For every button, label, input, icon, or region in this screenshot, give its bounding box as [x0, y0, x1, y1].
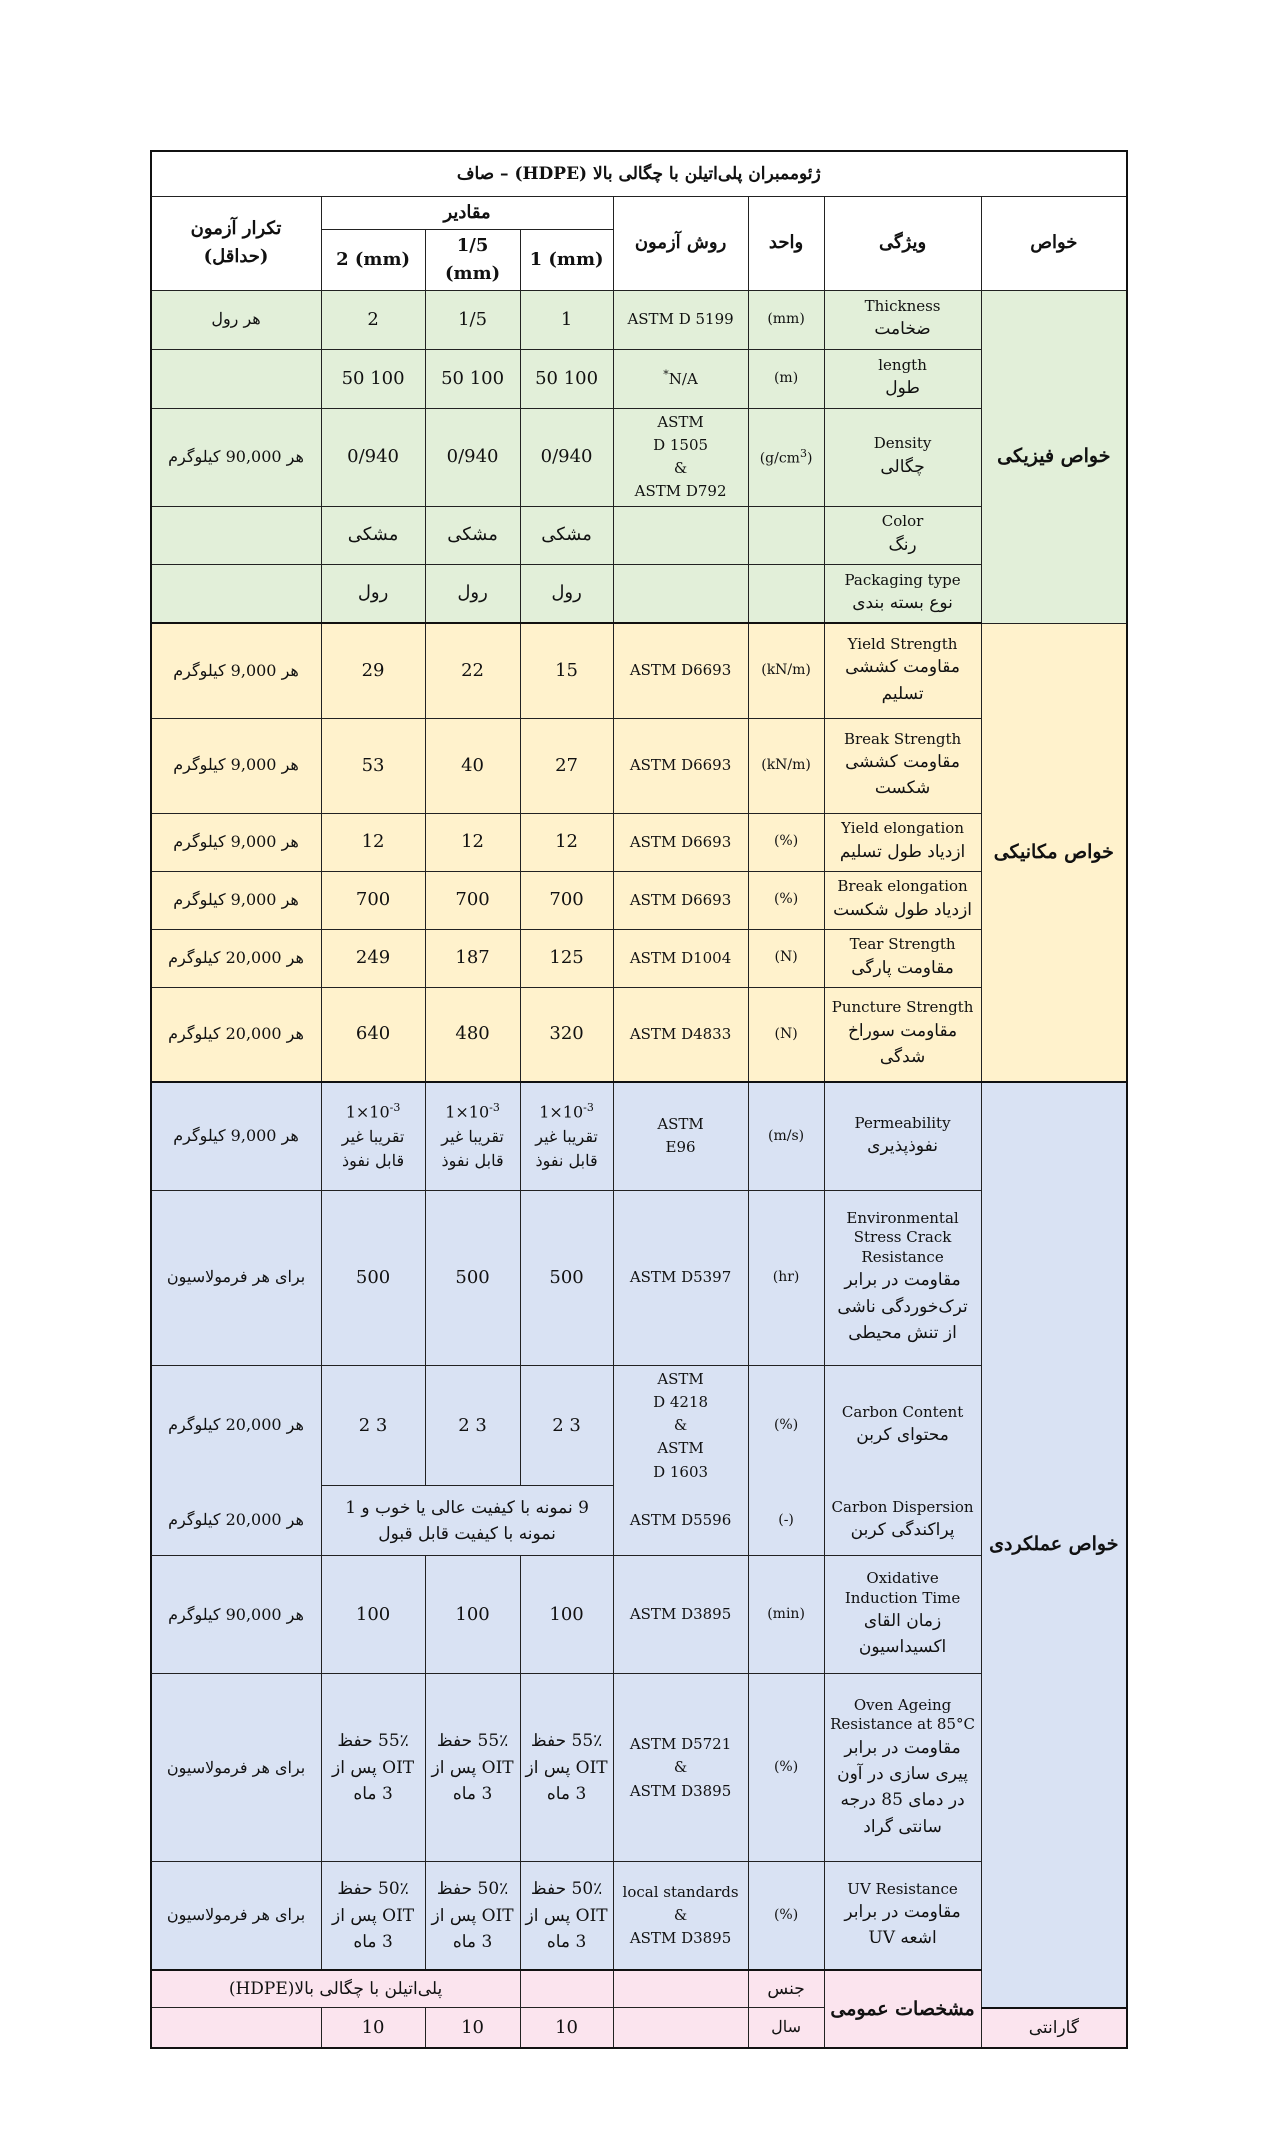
- value-cell: مشکی: [520, 506, 613, 564]
- unit-cell: [748, 408, 824, 506]
- value-cell: مشکی: [425, 506, 520, 564]
- method-cell: ASTM D5397: [613, 1190, 748, 1365]
- property-fa: ازدیاد طول تسلیم: [839, 841, 966, 862]
- value-cell: 53: [321, 718, 425, 813]
- frequency-cell: هر 9,000 کیلوگرم: [151, 871, 321, 929]
- method-line: D 1603: [653, 1462, 709, 1481]
- table-row: [151, 1190, 1127, 1365]
- method-line: local standards: [622, 1882, 739, 1901]
- property-en: Carbon Dispersion: [831, 1497, 974, 1516]
- property-en: Environmental Stress Crack Resistance: [846, 1208, 959, 1266]
- frequency-cell: هر 9,000 کیلوگرم: [151, 813, 321, 871]
- value-cell: [425, 1082, 520, 1190]
- value-text: تقریبا غیر قابل نفوذ: [535, 1126, 598, 1171]
- unit-exponent: 3: [799, 446, 807, 460]
- value-cell: 9 نمونه با کیفیت عالی یا خوب و 1 نمونه با کیفیت قابل قبول: [321, 1486, 613, 1556]
- value-cell: 50 100: [520, 349, 613, 408]
- table-row: [151, 987, 1127, 1082]
- unit-cell: (hr): [748, 1190, 824, 1365]
- value-cell: 40: [425, 718, 520, 813]
- value-base: 1×10: [445, 1101, 490, 1121]
- method-cell: [613, 1674, 748, 1862]
- property-fa: ازدیاد طول شکست: [833, 899, 973, 920]
- value-cell: 500: [520, 1190, 613, 1365]
- method-line: ASTM: [657, 1369, 704, 1388]
- table-row: [151, 871, 1127, 929]
- value-cell: رول: [425, 564, 520, 623]
- table-row: [151, 929, 1127, 987]
- header-v15: 1/5 (mm): [425, 229, 520, 290]
- value-exponent: -3: [583, 1100, 594, 1114]
- frequency-cell: هر رول: [151, 290, 321, 349]
- header-v2: 2 (mm): [321, 229, 425, 290]
- value-cell: 700: [520, 871, 613, 929]
- value-cell: 15: [520, 623, 613, 718]
- frequency-cell: برای هر فرمولاسیون: [151, 1674, 321, 1862]
- table-row: [151, 1556, 1127, 1674]
- property-fa: نوع بسته بندی: [852, 593, 953, 613]
- frequency-cell: [151, 2008, 321, 2048]
- value-cell: 249: [321, 929, 425, 987]
- method-cell: [613, 1082, 748, 1190]
- method-line: ASTM D5721: [629, 1735, 732, 1754]
- spec-sheet: [150, 150, 1126, 2049]
- header-property-group: خواص: [981, 197, 1127, 291]
- property-fa: مقاومت سوراخ شدگی: [847, 1020, 958, 1068]
- value-cell: 320: [520, 987, 613, 1082]
- value-cell: 0/940: [520, 408, 613, 506]
- header-method: روش آزمون: [613, 197, 748, 291]
- property-en: Break elongation: [837, 877, 968, 896]
- frequency-cell: هر 20,000 کیلوگرم: [151, 987, 321, 1082]
- property-fa: مقاومت کششی شکست: [845, 752, 961, 799]
- value-cell: 55٪ حفظ OIT پس از 3 ماه: [520, 1674, 613, 1862]
- method-cell: ASTM D3895: [613, 1556, 748, 1674]
- spec-table: [150, 150, 1128, 2049]
- unit-cell: (%): [748, 1862, 824, 1970]
- method-line: &: [673, 1906, 688, 1925]
- group-physical: خواص فیزیکی: [981, 290, 1127, 623]
- group-general: مشخصات عمومی: [824, 1970, 981, 2048]
- value-cell: 1/5: [425, 290, 520, 349]
- method-cell: [613, 1365, 748, 1486]
- property-en: Permeability: [854, 1113, 951, 1132]
- property-fa: گارانتی: [981, 2008, 1127, 2048]
- value-exponent: -3: [389, 1100, 401, 1114]
- property-fa: مقاومت در برابر ترک‌خوردگی ناشی از تنش محیطی: [837, 1270, 968, 1344]
- value-cell: [321, 1082, 425, 1190]
- value-cell: 12: [321, 813, 425, 871]
- method-line: ASTM: [657, 1439, 704, 1458]
- frequency-cell: هر 9,000 کیلوگرم: [151, 1082, 321, 1190]
- property-en: Color: [881, 512, 924, 531]
- property-en: Oxidative Induction Time: [844, 1569, 961, 1607]
- property-fa: مقاومت کششی تسلیم: [845, 657, 961, 704]
- property-en: Oven Ageing Resistance at 85°C: [830, 1695, 975, 1734]
- frequency-cell: هر 90,000 کیلوگرم: [151, 1556, 321, 1674]
- value-cell: 100: [425, 1556, 520, 1674]
- method-cell: [613, 1862, 748, 1970]
- value-cell: 10: [321, 2008, 425, 2048]
- frequency-cell: هر 9,000 کیلوگرم: [151, 718, 321, 813]
- value-cell: 2 3: [520, 1365, 613, 1486]
- table-row: [151, 349, 1127, 408]
- value-cell: 10: [425, 2008, 520, 2048]
- method-text: N/A: [668, 370, 698, 389]
- table-row: [151, 408, 1127, 506]
- value-text: تقریبا غیر قابل نفوذ: [441, 1126, 504, 1171]
- property-fa: پراکندگی کربن: [850, 1520, 955, 1541]
- frequency-cell: [151, 564, 321, 623]
- value-cell: 500: [321, 1190, 425, 1365]
- method-cell: ASTM D1004: [613, 929, 748, 987]
- property-en: Density: [873, 434, 932, 453]
- table-row: [151, 1674, 1127, 1862]
- method-line: &: [673, 1416, 688, 1435]
- method-cell: ASTM D5596: [613, 1486, 748, 1556]
- method-line: ASTM D792: [634, 482, 727, 501]
- method-cell: ASTM D 5199: [613, 290, 748, 349]
- table-row: [151, 2008, 1127, 2048]
- unit-cell: (min): [748, 1556, 824, 1674]
- property-fa: جنس: [748, 1970, 824, 2008]
- table-row: [151, 1862, 1127, 1970]
- value-cell: 50٪ حفظ OIT پس از 3 ماه: [425, 1862, 520, 1970]
- unit-cell: [748, 506, 824, 564]
- value-base: 1×10: [345, 1101, 390, 1121]
- frequency-cell: [151, 506, 321, 564]
- value-exponent: -3: [489, 1100, 500, 1114]
- frequency-cell: برای هر فرمولاسیون: [151, 1862, 321, 1970]
- property-fa: مقاومت در برابر اشعه UV: [844, 1902, 961, 1949]
- unit-cell: (N): [748, 987, 824, 1082]
- method-cell: [613, 2008, 748, 2048]
- unit-cell: (m/s): [748, 1082, 824, 1190]
- method-line: ASTM D3895: [629, 1781, 732, 1800]
- property-en: Yield Strength: [847, 634, 958, 653]
- frequency-cell: هر 20,000 کیلوگرم: [151, 1486, 321, 1556]
- property-fa: مقاومت در برابر پیری سازی در آون در دمای 85 درجه سانتی گراد: [837, 1737, 969, 1837]
- property-fa: نفوذپذیری: [867, 1136, 938, 1156]
- method-cell: ASTM D6693: [613, 813, 748, 871]
- method-line: D 4218: [653, 1392, 709, 1411]
- method-cell: [520, 1970, 613, 2008]
- frequency-cell: برای هر فرمولاسیون: [151, 1190, 321, 1365]
- value-base: 1×10: [539, 1101, 584, 1121]
- value-cell: 55٪ حفظ OIT پس از 3 ماه: [425, 1674, 520, 1862]
- table-row: [151, 1970, 1127, 2008]
- value-cell: [520, 1082, 613, 1190]
- unit-cell: (kN/m): [748, 718, 824, 813]
- method-cell: ASTM D6693: [613, 871, 748, 929]
- method-line: ASTM: [657, 1115, 704, 1134]
- value-cell: 50٪ حفظ OIT پس از 3 ماه: [321, 1862, 425, 1970]
- frequency-cell: هر 20,000 کیلوگرم: [151, 929, 321, 987]
- method-cell: [613, 349, 748, 408]
- property-en: Packaging type: [844, 570, 961, 589]
- table-row: [151, 623, 1127, 718]
- value-cell: 0/940: [425, 408, 520, 506]
- frequency-cell: هر 9,000 کیلوگرم: [151, 623, 321, 718]
- property-en: UV Resistance: [847, 1879, 958, 1898]
- frequency-cell: هر 90,000 کیلوگرم: [151, 408, 321, 506]
- value-text: تقریبا غیر قابل نفوذ: [341, 1126, 405, 1171]
- unit-cell: (%): [748, 813, 824, 871]
- value-cell: 50 100: [321, 349, 425, 408]
- property-en: length: [878, 355, 927, 374]
- method-line: ASTM D3895: [629, 1929, 732, 1948]
- frequency-cell: [151, 349, 321, 408]
- value-cell: 700: [425, 871, 520, 929]
- header-property: ویژگی: [824, 197, 981, 291]
- value-cell: 2 3: [425, 1365, 520, 1486]
- method-cell: ASTM D6693: [613, 718, 748, 813]
- value-cell: 2 3: [321, 1365, 425, 1486]
- unit-cell: (%): [748, 1674, 824, 1862]
- property-en: Thickness: [864, 296, 941, 315]
- method-line: &: [673, 459, 688, 478]
- unit-cell: (m): [748, 349, 824, 408]
- value-cell: 125: [520, 929, 613, 987]
- method-cell: [613, 506, 748, 564]
- unit-cell: (-): [748, 1486, 824, 1556]
- method-line: &: [673, 1758, 688, 1777]
- group-performance: خواص عملکردی: [981, 1082, 1127, 2008]
- value-cell: 22: [425, 623, 520, 718]
- property-fa: محتوای کربن: [856, 1425, 949, 1446]
- property-en: Break Strength: [843, 729, 962, 748]
- method-line: E96: [665, 1138, 696, 1157]
- header-values: مقادیر: [321, 197, 613, 230]
- property-fa: مقاومت پارگی: [851, 957, 954, 978]
- value-cell: 55٪ حفظ OIT پس از 3 ماه: [321, 1674, 425, 1862]
- value-cell: 0/940: [321, 408, 425, 506]
- value-cell: 50٪ حفظ OIT پس از 3 ماه: [520, 1862, 613, 1970]
- property-en: Yield elongation: [841, 819, 965, 838]
- value-cell: 29: [321, 623, 425, 718]
- table-title: ژئوممبران پلی‌اتیلن با چگالی بالا (HDPE) – صاف: [151, 151, 1127, 197]
- header-frequency: تکرار آزمون (حداقل): [151, 197, 321, 291]
- value-cell: 50 100: [425, 349, 520, 408]
- frequency-cell: هر 20,000 کیلوگرم: [151, 1365, 321, 1486]
- value-cell: 640: [321, 987, 425, 1082]
- method-cell: ASTM D6693: [613, 623, 748, 718]
- header-v1: 1 (mm): [520, 229, 613, 290]
- property-fa: زمان القای اکسیداسیون: [858, 1611, 947, 1658]
- method-cell: [613, 408, 748, 506]
- header-unit: واحد: [748, 197, 824, 291]
- value-cell: 480: [425, 987, 520, 1082]
- value-cell: مشکی: [321, 506, 425, 564]
- property-fa: رنگ: [888, 534, 917, 555]
- value-cell: 700: [321, 871, 425, 929]
- property-en: Puncture Strength: [831, 998, 974, 1017]
- unit-cell: (%): [748, 1365, 824, 1486]
- property-fa: چگالی: [880, 456, 925, 477]
- table-row: [151, 290, 1127, 349]
- method-cell: ASTM D4833: [613, 987, 748, 1082]
- property-en: Carbon Content: [841, 1402, 964, 1421]
- unit-cell: [613, 1970, 748, 2008]
- unit-cell: (N): [748, 929, 824, 987]
- table-row: [151, 1486, 1127, 1556]
- method-line: D 1505: [653, 435, 709, 454]
- unit-cell: (%): [748, 871, 824, 929]
- method-line: ASTM: [657, 412, 704, 431]
- value-cell: رول: [520, 564, 613, 623]
- value-cell: 1: [520, 290, 613, 349]
- table-row: [151, 564, 1127, 623]
- property-fa: ضخامت: [874, 319, 931, 340]
- unit-cell: (kN/m): [748, 623, 824, 718]
- unit-close: ): [806, 450, 813, 467]
- value-cell: 100: [520, 1556, 613, 1674]
- value-cell: 2: [321, 290, 425, 349]
- value-cell: 100: [321, 1556, 425, 1674]
- value-cell: 187: [425, 929, 520, 987]
- value-cell: 10: [520, 2008, 613, 2048]
- unit-cell: [748, 564, 824, 623]
- method-footnote: *: [663, 368, 669, 382]
- value-cell: رول: [321, 564, 425, 623]
- value-cell: 12: [520, 813, 613, 871]
- value-cell: 500: [425, 1190, 520, 1365]
- value-cell: پلی‌اتیلن با چگالی بالا(HDPE): [151, 1970, 520, 2008]
- value-cell: 12: [425, 813, 520, 871]
- table-row: [151, 1082, 1127, 1190]
- property-fa: طول: [885, 378, 920, 399]
- unit-text: (g/cm: [759, 450, 800, 467]
- table-row: [151, 718, 1127, 813]
- group-mechanical: خواص مکانیکی: [981, 623, 1127, 1082]
- unit-cell: (mm): [748, 290, 824, 349]
- table-row: [151, 813, 1127, 871]
- method-cell: [613, 564, 748, 623]
- value-cell: 27: [520, 718, 613, 813]
- unit-cell: سال: [748, 2008, 824, 2048]
- table-row: [151, 1365, 1127, 1486]
- property-en: Tear Strength: [849, 935, 956, 954]
- table-row: [151, 506, 1127, 564]
